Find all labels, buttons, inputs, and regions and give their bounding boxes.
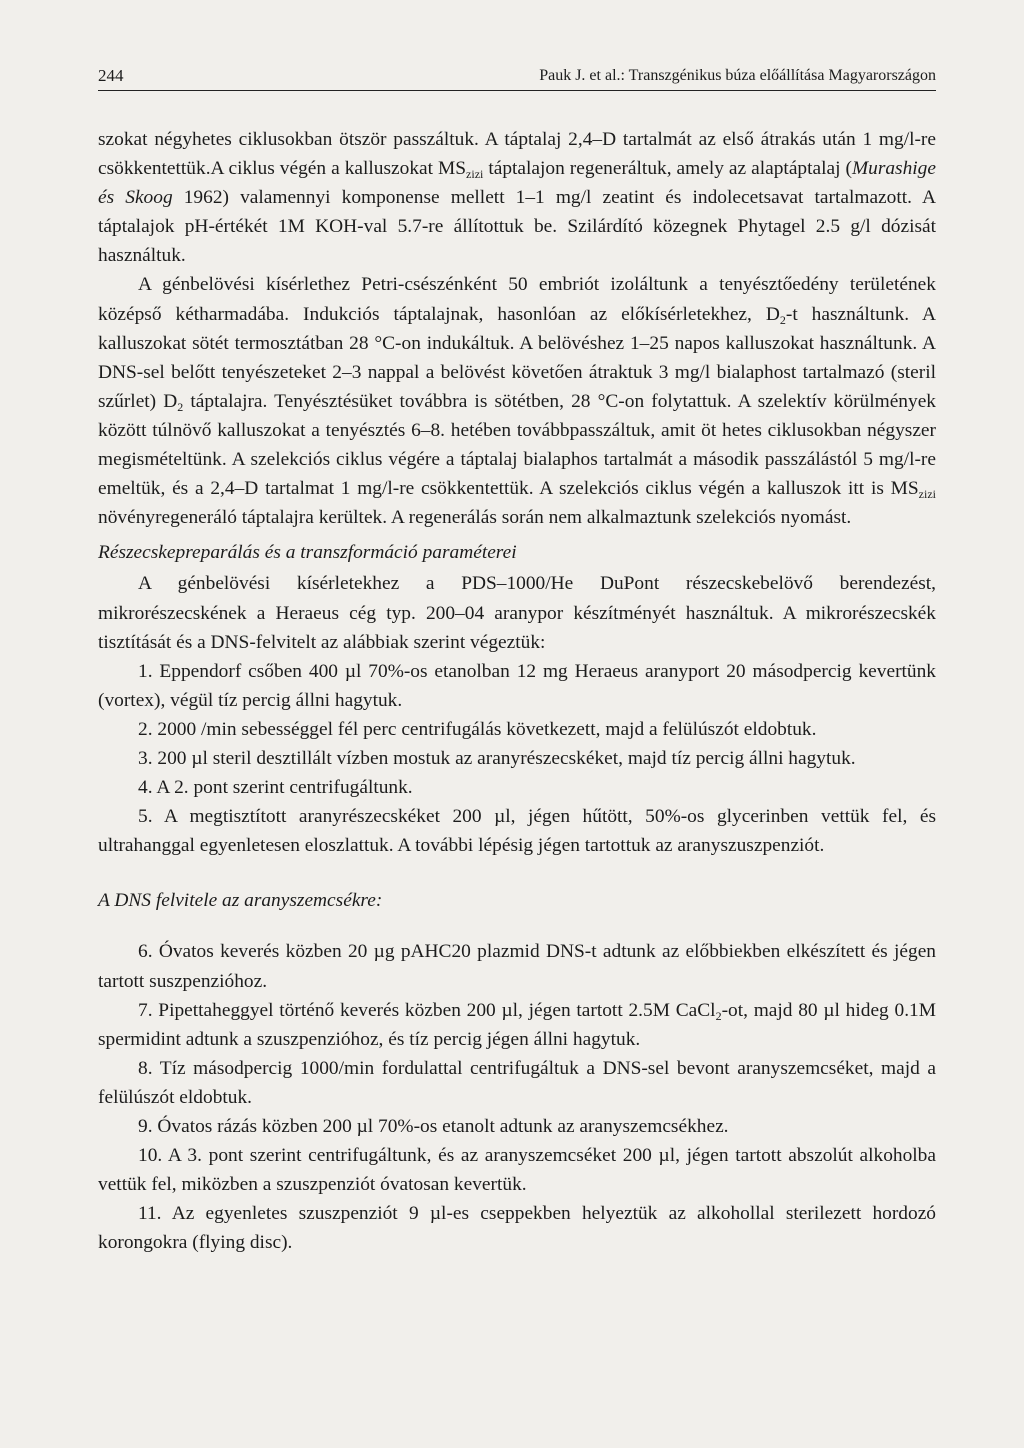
list-item: 5. A megtisztított aranyrészecskéket 200 µl, jégen hűtött, 50%-os glycerinben vettük fel, és ultrahanggal egyenletesen eloszlattuk. A további lépésig jégen tartottuk az aranyszuszpenziót.	[98, 806, 936, 857]
list-item: 4. A 2. pont szerint centrifugáltunk.	[138, 777, 413, 799]
text-run: 7. Pipettaheggyel történő keverés közben 200 µl, jégen tartott 2.5M CaCl	[138, 999, 716, 1021]
subscript: 2	[177, 399, 184, 414]
text-run: 1962) valamennyi komponense mellett 1–1 mg/l zeatint és indolecetsavat tartalmazott. A táptalajok pH-értékét 1M KOH-val 5.7-re állítottuk be. Szilárdító közegnek Phytagel 2.5 g/l dózisát használtuk.	[98, 187, 936, 267]
section-heading: A DNS felvitele az aranyszemcsékre:	[98, 890, 383, 912]
text-run: táptalajon regeneráltuk, amely az alaptáptalaj (	[483, 158, 852, 180]
text-run: növényregeneráló táptalajra kerültek. A regenerálás során nem alkalmaztunk szelekciós nyomást.	[98, 507, 852, 529]
spacer	[98, 860, 936, 880]
list-item: 2. 2000 /min sebességgel fél perc centrifugálás következett, majd a felülúszót eldobtuk.	[138, 718, 817, 740]
list-item: 1. Eppendorf csőben 400 µl 70%-os etanolban 12 mg Heraeus aranyport 20 másodpercig kevertünk (vortex), végül tíz percig állni hagytuk.	[98, 660, 936, 711]
text-run: szokat négyhetes ciklusokban ötször passzáltuk. A táptalaj 2,4–D tartalmát az első átrakás után 1 mg/l-re csökkentettük.A ciklus végén a kalluszokat MS	[98, 129, 936, 180]
list-item: 10. A 3. pont szerint centrifugáltunk, és az aranyszemcséket 200 µl, jégen tartott abszolút alkoholba vettük fel, miközben a szuszpenziót óvatosan kevertük.	[98, 1145, 936, 1196]
body-text	[98, 125, 936, 1257]
step-list	[98, 1054, 936, 1258]
page-number: 244	[98, 66, 124, 85]
list-item	[98, 996, 936, 1054]
subscript: zizi	[918, 487, 936, 502]
list-item: 9. Óvatos rázás közben 200 µl 70%-os etanolt adtunk az aranyszemcsékhez.	[138, 1116, 729, 1137]
section-heading: Részecskepreparálás és a transzformáció paraméterei	[98, 542, 517, 564]
text-run: -t használtunk. A kalluszokat sötét termosztátban 28 °C-on indukáltuk. A belövéshez 1–25 napos kalluszokat használtunk. A DNS-sel belőtt tenyészeteket 2–3 nappal a belövést követően átraktuk 3 mg/l bialaphost tartalmazó (steril szűrlet) D	[98, 303, 937, 412]
list-item: 11. Az egyenletes szuszpenziót 9 µl-es cseppekben helyeztük az alkohollal sterilezett hordozó korongokra (flying disc).	[98, 1203, 936, 1254]
paragraph-3: A génbelövési kísérletekhez a PDS–1000/He DuPont részecskebelövő berendezést, mikrorészecskének a Heraeus cég typ. 200–04 aranypor készítményét használtuk. A mikrorészecskék tisztítását és a DNS-felvitelt az alábbiak szerint végeztük:	[98, 573, 936, 653]
text-run: táptalajra. Tenyésztésüket továbbra is sötétben, 28 °C-on folytattuk. A szelektív körülmények között túlnövő kalluszokat a tenyésztés 6–8. hetében továbbpasszáltuk, amit öt hetes ciklusokban négyszer megismételtünk. A szelekciós ciklus végére a táptalaj bialaphos tartalmát a második passzálástól 5 mg/l-re emeltük, és a 2,4–D tartalmat 1 mg/l-re csökkentettük. A szelekciós ciklus végén a kalluszok itt is MS	[98, 390, 936, 500]
page-header	[98, 64, 936, 91]
list-item: 8. Tíz másodpercig 1000/min fordulattal centrifugáltuk a DNS-sel bevont aranyszemcséket, majd a felülúszót eldobtuk.	[98, 1057, 936, 1108]
running-title: Pauk J. et al.: Transzgénikus búza előállítása Magyarországon	[539, 67, 936, 84]
paragraph-2	[98, 270, 936, 532]
list-item: 3. 200 µl steril desztillált vízben mostuk az aranyrészecskéket, majd tíz percig állni hagytuk.	[138, 747, 856, 769]
subscript: zizi	[466, 167, 484, 182]
subscript: 2	[779, 312, 786, 327]
spacer	[98, 917, 936, 937]
step-list	[98, 657, 936, 861]
text-run: A génbelövési kísérlethez Petri-csészénként 50 embriót izoláltunk a tenyésztőedény területének középső kétharmadába. Indukciós táptalajnak, hasonlóan az előkísérletekhez, D	[98, 274, 936, 325]
text-run: -ot, majd 80 µl hideg 0.1M spermidint adtunk a szuszpenzióhoz, és tíz percig jégen állni hagytuk.	[98, 999, 936, 1050]
subscript: 2	[715, 1008, 722, 1023]
citation: Murashige és Skoog	[98, 158, 936, 209]
list-item: 6. Óvatos keverés közben 20 µg pAHC20 plazmid DNS-t adtunk az előbbiekben elkészített és jégen tartott suszpenzióhoz.	[98, 941, 936, 992]
paragraph-1	[98, 125, 936, 270]
